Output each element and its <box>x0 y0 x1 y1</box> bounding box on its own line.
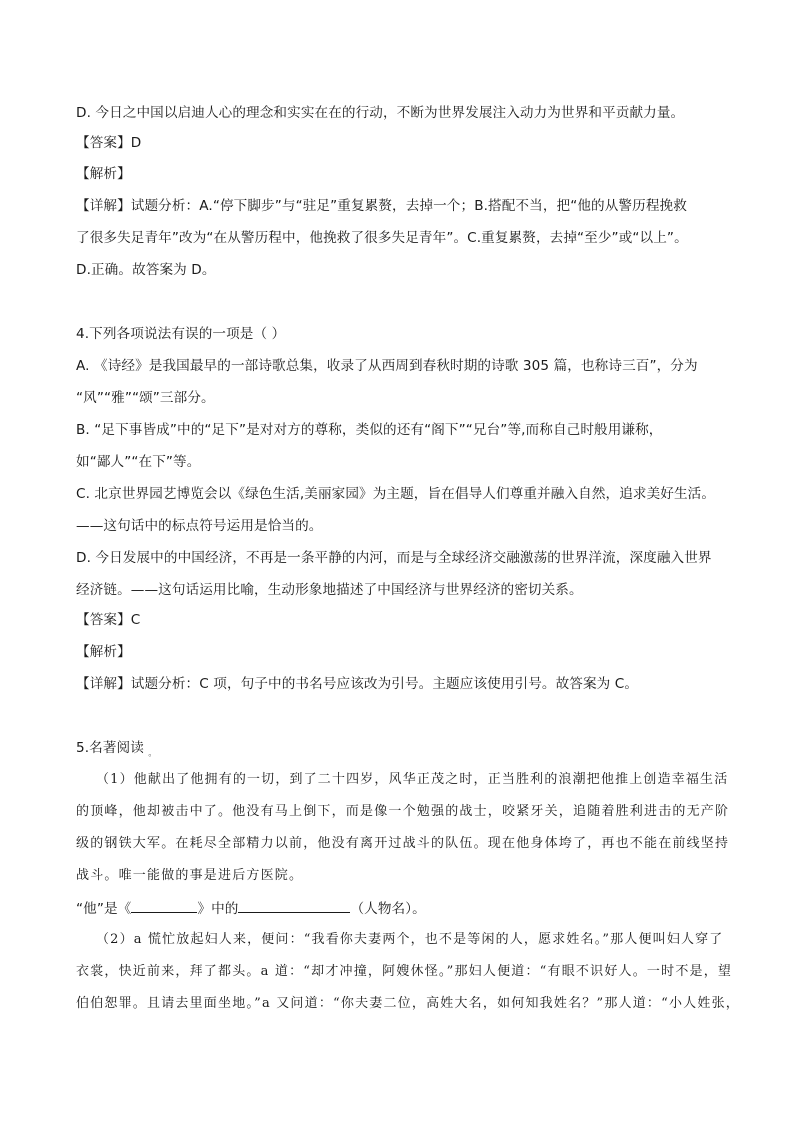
q5-p1-line-3: 级的钢铁大军。在耗尽全部精力以前，他没有离开过战斗的队伍。现在他身体垮了，再也不能在前线坚持 <box>76 836 730 851</box>
q5-stem <box>76 738 736 764</box>
q5-p2-line-1: （2）a 慌忙放起妇人来，便问：“我看你夫妻两个，也不是等闲的人，愿求姓名。”那人便叫妇人穿了 <box>96 932 724 947</box>
detail-label: 【详解】 <box>76 676 131 692</box>
q4-option-d-line-1: D. 今日发展中的中国经济，不再是一条平静的内河，而是与全球经济交融激荡的世界洋流，深度融入世界 <box>76 550 712 566</box>
q4-detail <box>76 674 736 694</box>
q4-option-c-line-2: ——这句话中的标点符号运用是恰当的。 <box>76 518 323 534</box>
answer-value: C <box>130 612 141 628</box>
answer-label: 【答案】 <box>76 135 131 151</box>
detail-text: 试题分析：A.“停下脚步”与“驻足”重复累赘，去掉一个；B.搭配不当，把“他的从警历程挽救 <box>130 198 687 214</box>
q3-analysis-label: 【解析】 <box>76 166 131 182</box>
q5-stem-text: 5.名著阅读 <box>76 740 144 756</box>
answer-value: D <box>130 135 142 151</box>
q4-option-c-line-1: C. 北京世界园艺博览会以《绿色生活,美丽家园》为主题，旨在倡导人们尊重并融入自然，追求美好生活。 <box>76 486 716 502</box>
q5-p2-line-3: 伯伯恕罪。且请去里面坐地。”a 又问道：“你夫妻二位，高姓大名，如何知我姓名？”那人道：“小人姓张， <box>76 996 740 1011</box>
q4-option-b-line-1: B. “足下事皆成”中的“足下”是对对方的尊称，类似的还有“阁下”“兄台”等,而称自己时般用谦称， <box>76 422 663 438</box>
fill-prefix: “他”是《 <box>76 901 132 917</box>
q3-option-d: D. 今日之中国以启迪人心的理念和实实在在的行动，不断为世界发展注入动力为世界和平贡献力量。 <box>76 105 685 121</box>
answer-label: 【答案】 <box>76 612 131 628</box>
q4-option-a-line-1: A. 《诗经》是我国最早的一部诗歌总集，收录了从西周到春秋时期的诗歌 305 篇，也称诗三百”，分为 <box>76 358 698 374</box>
q5-p1-line-4: 战斗。唯一能做的事是进后方医院。 <box>76 868 304 883</box>
character-name-blank[interactable] <box>238 898 350 913</box>
fill-mid: 》中的 <box>197 901 239 917</box>
q4-option-b-line-2: 如“鄙人”“在下”等。 <box>76 454 201 470</box>
detail-label: 【详解】 <box>76 198 131 214</box>
q4-stem: 4.下列各项说法有误的一项是（ ） <box>76 326 286 342</box>
q4-option-a-line-2: “风”“雅”“颂”三部分。 <box>76 390 215 406</box>
q5-p1-line-2: 的顶峰，他却被击中了。他没有马上倒下，而是像一个勉强的战士，咬紧牙关，追随着胜利进击的无产阶 <box>76 804 730 819</box>
q3-detail-line-2: 了很多失足青年”改为“在从警历程中，他挽救了很多失足青年”。C.重复累赘，去掉“至少”或“以上”。 <box>76 230 688 246</box>
q3-detail-line-1 <box>76 196 736 216</box>
fill-suffix: （人物名）。 <box>350 901 426 917</box>
q5-fill-blank-line <box>76 898 736 919</box>
detail-text: 试题分析：C 项，句子中的书名号应该改为引号。主题应该使用引号。故答案为 C。 <box>130 676 639 692</box>
q4-analysis-label: 【解析】 <box>76 644 131 660</box>
book-title-blank[interactable] <box>131 898 197 913</box>
q4-option-d-line-2: 经济链。——这句话运用比喻，生动形象地描述了中国经济与世界经济的密切关系。 <box>76 582 583 598</box>
q5-p1-line-1: （1）他献出了他拥有的一切，到了二十四岁，风华正茂之时，正当胜利的浪潮把他推上创造幸福生活 <box>96 772 729 787</box>
q3-answer <box>76 133 736 153</box>
q4-answer <box>76 610 736 630</box>
q5-p2-line-2: 衣裳，快近前来，拜了都头。a 道：“却才冲撞，阿嫂休怪。”那妇人便道：“有眼不识好人。一时不是，望 <box>76 964 733 979</box>
q3-detail-line-3: D.正确。故答案为 D。 <box>76 262 216 278</box>
q5-stem-dot: 。 <box>148 748 157 758</box>
